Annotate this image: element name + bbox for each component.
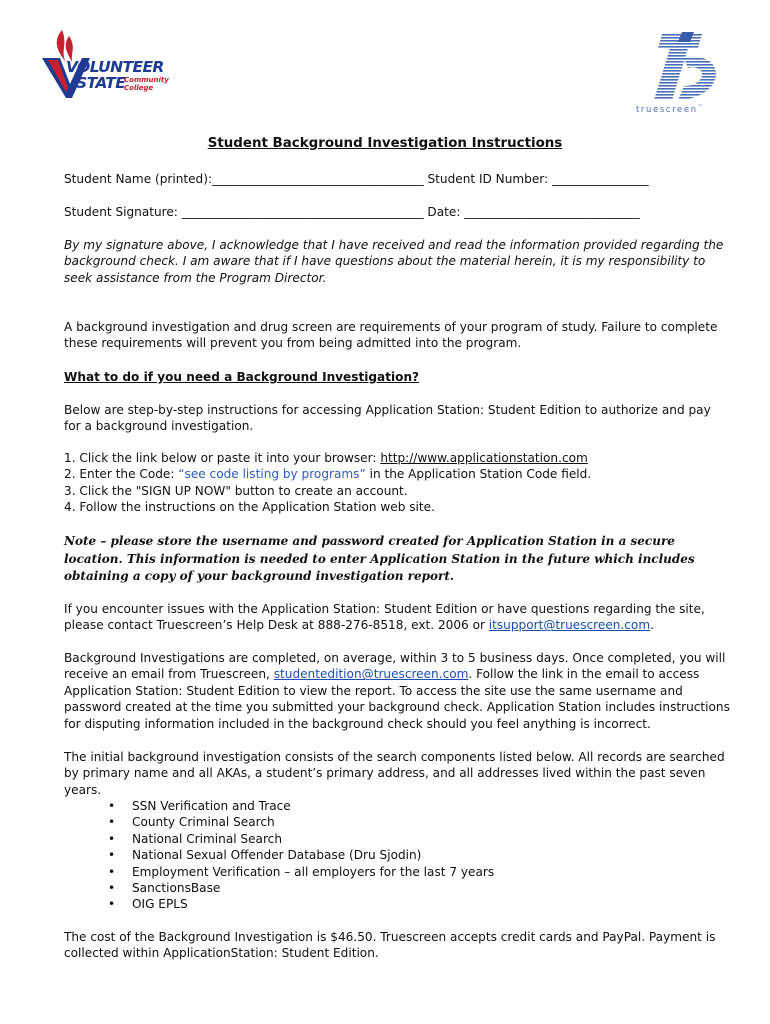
acknowledgement-text: By my signature above, I acknowledge that I have received and read the information provided regarding the background check. I am aware that if I have questions about the material herein, it is my responsibility to seek assistance from the Program Director.	[64, 238, 724, 285]
page-title: Student Background Investigation Instructions	[207, 136, 563, 151]
bullet: •	[108, 831, 116, 846]
step-2	[64, 466, 591, 482]
list-item	[64, 880, 494, 896]
component-label: SanctionsBase	[132, 881, 221, 896]
help-paragraph	[64, 601, 734, 634]
bullet: •	[108, 799, 116, 813]
completion-text-2: . Follow the link in the email to access Application Station: Student Edition to view the report. To access the site use the same username and password created at the time you submitted your background check. Application Station includes instructions for disputing information included in the background check should you feel anything is incorrect.	[64, 667, 730, 731]
vscc-community-text: Community	[124, 76, 169, 84]
bullet: •	[108, 897, 116, 912]
bullet: •	[108, 864, 116, 879]
component-label: Employment Verification – all employers for the last 7 years	[132, 864, 495, 879]
step-2-suffix: in the Application Station Code field.	[365, 467, 592, 481]
truescreen-wordmark-text: truescreen	[636, 104, 698, 115]
list-item	[64, 847, 494, 863]
studentedition-email-link[interactable]: studentedition@truescreen.com	[273, 667, 469, 682]
list-item	[64, 814, 494, 830]
bullet: •	[108, 815, 116, 830]
step-1-text: 1. Click the link below or paste it into your browser:	[64, 451, 381, 465]
help-text: If you encounter issues with the Application Station: Student Edition or have questions regarding the site, please contact Truescreen’s Help Desk at 888-276-8518, ext. 2006 or	[64, 602, 705, 633]
instructions-intro: Below are step-by-step instructions for accessing Application Station: Student Edition to authorize and pay for a background investigation.	[64, 403, 711, 434]
itsupport-email-link[interactable]: itsupport@truescreen.com	[488, 618, 651, 633]
list-item	[64, 864, 494, 880]
list-item	[64, 896, 494, 912]
step-4: 4. Follow the instructions on the Application Station web site.	[64, 500, 435, 514]
truescreen-logo	[632, 28, 728, 120]
component-label: SSN Verification and Trace	[132, 799, 291, 813]
vscc-logo	[38, 28, 188, 104]
step-1	[64, 450, 588, 466]
completion-text-1: Background Investigations are completed, on average, within 3 to 5 business days. Once completed, you will receive an email from Truescreen,	[64, 651, 726, 682]
note-paragraph: Note – please store the username and password created for Application Station in a secure location. This information is needed to enter Application Station in the future which includes obtaining a copy of your background investigation report.	[64, 534, 695, 583]
truescreen-tm: ™	[697, 104, 705, 110]
student-name-id-row: Student Name (printed):___________________________________ Student ID Number: ________________	[64, 172, 649, 186]
vscc-college-text: College	[124, 84, 154, 92]
step-2-prefix: 2. Enter the Code:	[64, 467, 179, 481]
component-label: National Sexual Offender Database (Dru Sjodin)	[132, 848, 422, 863]
bullet: •	[108, 881, 116, 896]
components-list	[64, 798, 494, 913]
step-2-code: “see code listing by programs”	[178, 467, 366, 481]
component-label: National Criminal Search	[132, 831, 282, 846]
component-label: OIG EPLS	[132, 897, 188, 912]
student-signature-date-row: Student Signature: ________________________________________ Date: _____________________________	[64, 205, 640, 219]
cost-paragraph: The cost of the Background Investigation is $46.50. Truescreen accepts credit cards and PayPal. Payment is collected within ApplicationStation: Student Edition.	[64, 930, 716, 961]
section-heading: What to do if you need a Background Investigation?	[64, 370, 420, 384]
vscc-volunteer-text: VOLUNTEER	[66, 58, 164, 76]
vscc-state-text: STATE	[76, 74, 126, 92]
components-intro: The initial background investigation consists of the search components listed below. All records are searched by primary name and all AKAs, a student’s primary address, and all addresses lived within the past seven years.	[64, 750, 725, 797]
component-label: County Criminal Search	[132, 815, 275, 830]
truescreen-wordmark	[636, 104, 704, 115]
list-item	[64, 831, 494, 847]
list-item	[64, 798, 494, 814]
help-end: .	[650, 618, 654, 633]
bullet: •	[108, 848, 116, 863]
step-3: 3. Click the "SIGN UP NOW" button to create an account.	[64, 484, 408, 498]
intro-paragraph: A background investigation and drug screen are requirements of your program of study. Failure to complete these requirements will prevent you from being admitted into the program.	[64, 320, 718, 351]
applicationstation-link[interactable]: http://www.applicationstation.com	[380, 451, 588, 465]
completion-paragraph	[64, 650, 734, 732]
